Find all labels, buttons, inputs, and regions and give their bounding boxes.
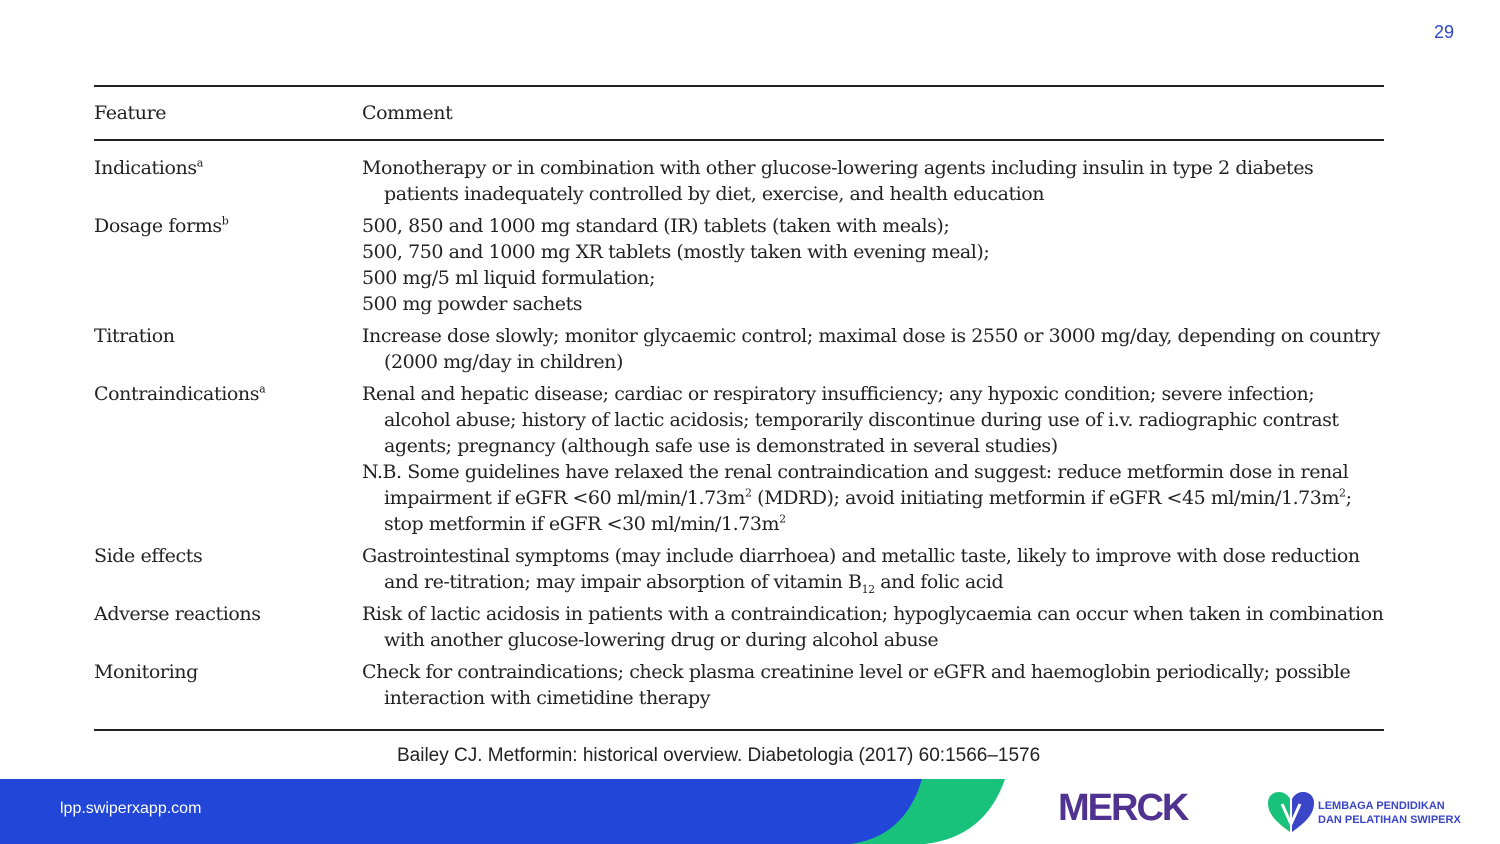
table-row-side-effects xyxy=(94,543,1384,595)
page-number: 29 xyxy=(1433,22,1454,42)
feature-label: Contraindications xyxy=(94,383,260,405)
merck-logo xyxy=(1058,788,1243,826)
comment-line: 500, 850 and 1000 mg standard (IR) tablets (taken with meals); xyxy=(362,215,950,237)
feature-cell xyxy=(94,213,362,317)
lpp-logo-line: DAN PELATIHAN SWIPERX xyxy=(1318,814,1461,826)
table-row-titration xyxy=(94,323,1384,375)
footnote-marker: a xyxy=(259,382,266,396)
lpp-logo-text xyxy=(1318,799,1461,827)
comment-text: Gastrointestinal symptoms (may include diarrhoea) and metallic taste, likely to improve with dose reduction and re-titration; may impair absorption of vitamin $B_{12}$ and folic acid xyxy=(362,545,1360,596)
comment-line: 500 mg/5 ml liquid formulation; xyxy=(362,267,656,289)
table-row-monitoring xyxy=(94,659,1384,711)
feature-cell xyxy=(94,381,362,537)
footer-url-link[interactable]: lpp.swiperxapp.com xyxy=(60,800,202,817)
feature-cell xyxy=(94,155,362,207)
comment-cell xyxy=(362,155,1384,207)
table-row-dosage-forms xyxy=(94,213,1384,317)
footnote-marker: a xyxy=(196,156,203,170)
feature-label: Indications xyxy=(94,157,197,179)
feature-cell xyxy=(94,659,362,711)
feature-cell xyxy=(94,543,362,595)
lpp-logo-line: LEMBAGA PENDIDIKAN xyxy=(1318,800,1445,812)
table-row-contraindications xyxy=(94,381,1384,537)
feature-label: Monitoring xyxy=(94,661,198,683)
table-row-adverse-reactions xyxy=(94,601,1384,653)
comment-cell xyxy=(362,659,1384,711)
comment-text: Increase dose slowly; monitor glycaemic control; maximal dose is 2550 or 3000 mg/day, depending on country (2000 mg/day in children) xyxy=(362,325,1380,373)
table-bottom-rule xyxy=(94,729,1384,731)
comment-text: Risk of lactic acidosis in patients with a contraindication; hypoglycaemia can occur when taken in combination with another glucose-lowering drug or during alcohol abuse xyxy=(362,603,1384,651)
table-row-indications xyxy=(94,155,1384,207)
table-body xyxy=(94,141,1384,729)
svg-text:MERCK: MERCK xyxy=(1058,788,1188,826)
header-feature: Feature xyxy=(94,102,167,124)
footnote-marker: b xyxy=(221,214,229,228)
feature-cell xyxy=(94,601,362,653)
lpp-heart-logo xyxy=(1266,790,1316,834)
citation: Bailey CJ. Metformin: historical overview. Diabetologia (2017) 60:1566–1576 xyxy=(397,745,1041,766)
comment-text: Check for contraindications; check plasma creatinine level or eGFR and haemoglobin periodically; possible interaction with cimetidine therapy xyxy=(362,661,1351,709)
feature-label: Adverse reactions xyxy=(94,603,261,625)
comment-line: 500 mg powder sachets xyxy=(362,293,583,315)
comment-line: 500, 750 and 1000 mg XR tablets (mostly taken with evening meal); xyxy=(362,241,990,263)
comment-cell xyxy=(362,543,1384,595)
feature-cell xyxy=(94,323,362,375)
comment-cell xyxy=(362,213,1384,317)
feature-label: Side effects xyxy=(94,545,203,567)
nb-note: N.B. Some guidelines have relaxed the renal contraindication and suggest: reduce metformin dose in renal impairment if eGFR <60 $ml/\min/1.73m^2$ (MDRD); avoid initiating metformin if eGFR <45 $ml/\min/1.73m^2$; stop metformin if eGFR <30 $ml/\min/1.73m^2$ xyxy=(362,461,1352,535)
comment-text: Renal and hepatic disease; cardiac or respiratory insufficiency; any hypoxic condition; severe infection; alcohol abuse; history of lactic acidosis; temporarily discontinue during use of i.v. radiographic contrast agents; pregnancy (although safe use is demonstrated in several studies) xyxy=(362,383,1339,457)
comment-cell xyxy=(362,323,1384,375)
header-comment: Comment xyxy=(362,102,453,124)
comment-text: Monotherapy or in combination with other glucose-lowering agents including insulin in type 2 diabetes patients inadequately controlled by diet, exercise, and health education xyxy=(362,157,1314,205)
metformin-features-table xyxy=(94,85,1384,731)
table-header-row xyxy=(94,87,1384,139)
feature-label: Titration xyxy=(94,325,175,347)
comment-cell xyxy=(362,601,1384,653)
comment-cell xyxy=(362,381,1384,537)
feature-label: Dosage forms xyxy=(94,215,222,237)
